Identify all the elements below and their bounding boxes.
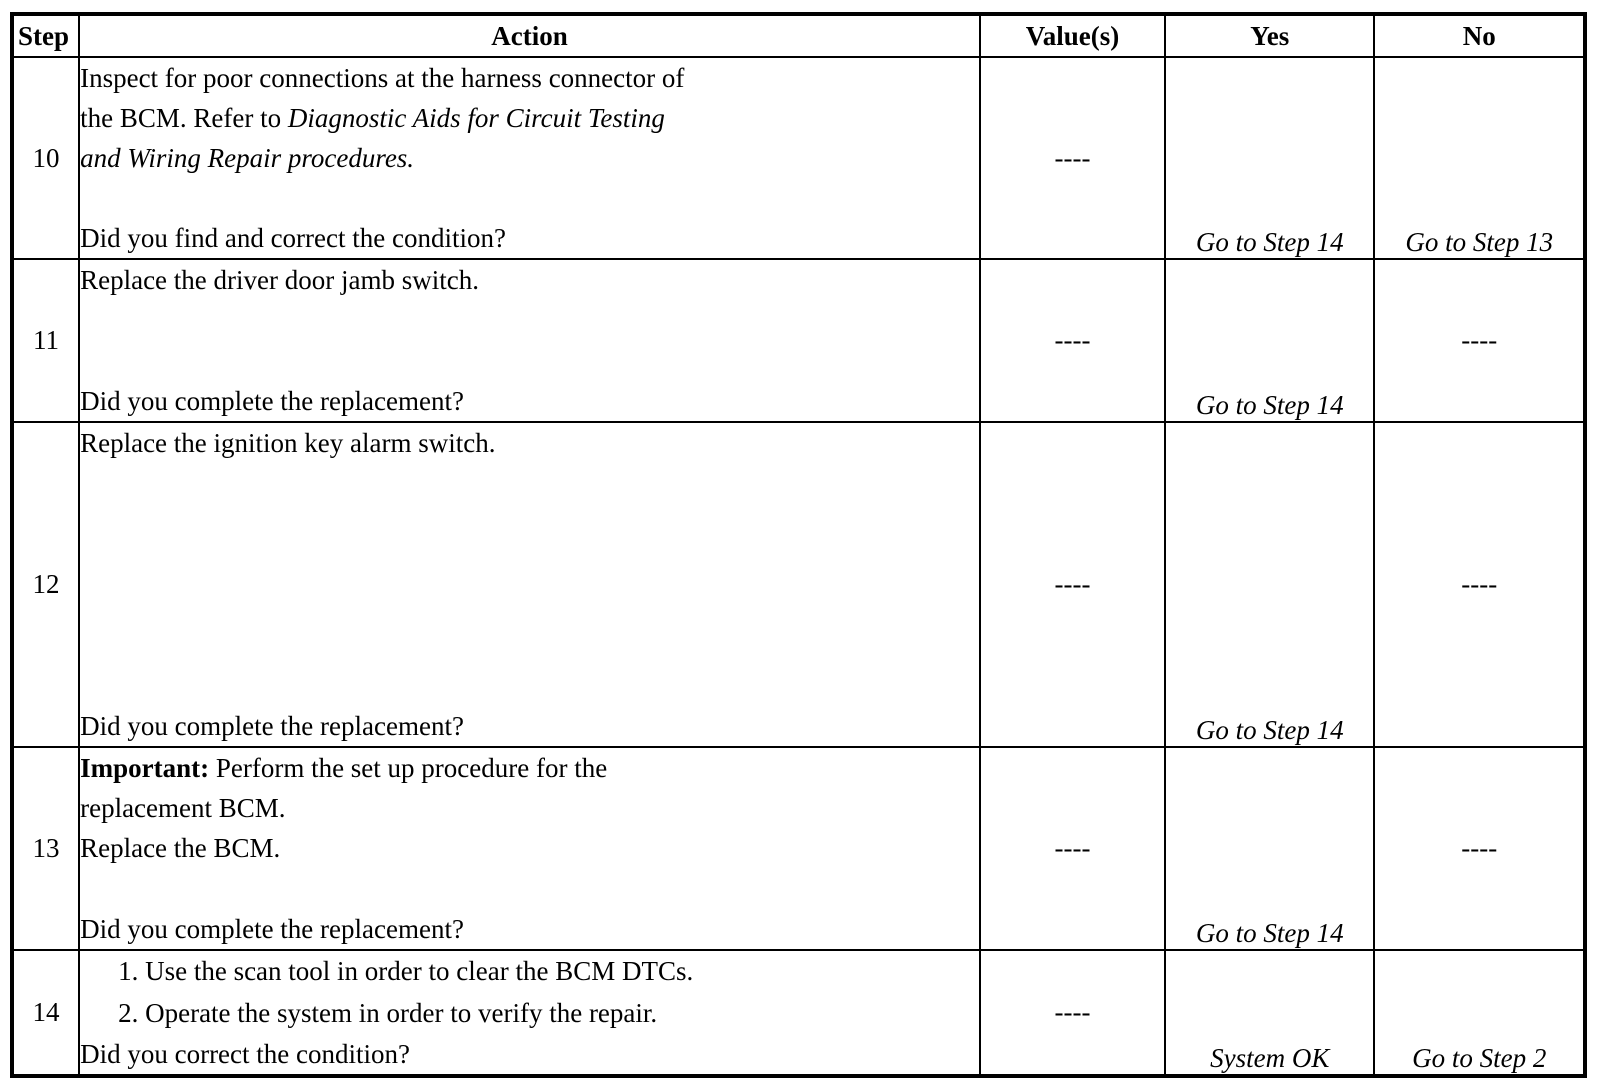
action-line: replacement BCM. [80,792,286,823]
no-cell: Go to Step 13 [1374,57,1585,259]
action-line: Perform the set up procedure for the [209,752,608,783]
important-label: Important: [80,752,210,783]
action-cell [79,747,980,950]
header-action: Action [79,14,980,57]
value-cell: ---- [980,422,1165,747]
action-cell [79,259,980,422]
action-question: Did you complete the replacement? [80,710,464,741]
yes-cell: Go to Step 14 [1165,57,1374,259]
action-line: Replace the BCM. [80,832,281,863]
action-question: Did you complete the replacement? [80,914,464,945]
no-cell: Go to Step 2 [1374,950,1585,1076]
action-question: Did you correct the condition? [80,1038,410,1069]
step-number: 14 [12,950,79,1076]
value-cell: ---- [980,57,1165,259]
no-cell: ---- [1374,422,1585,747]
step-number: 13 [12,747,79,950]
action-cell [79,57,980,259]
yes-cell: Go to Step 14 [1165,747,1374,950]
action-cell [79,950,980,1076]
no-cell: ---- [1374,259,1585,422]
action-list-item: 2. Operate the system in order to verify the repair. [118,997,658,1028]
header-values: Value(s) [980,14,1165,57]
action-line: the BCM. Refer to [80,103,288,133]
diagnostic-table [10,12,1587,1078]
table-row [12,747,1585,950]
value-cell: ---- [980,747,1165,950]
header-no: No [1374,14,1585,57]
action-question: Did you complete the replacement? [80,385,464,416]
value-cell: ---- [980,259,1165,422]
header-step: Step [12,14,79,57]
step-number: 12 [12,422,79,747]
action-line: Inspect for poor connections at the harness connector of [80,63,685,93]
table-row [12,422,1585,747]
table-row [12,57,1585,259]
table-row [12,259,1585,422]
step-number: 10 [12,57,79,259]
table-row [12,950,1585,1076]
no-cell: ---- [1374,747,1585,950]
yes-cell: Go to Step 14 [1165,422,1374,747]
action-cell [79,422,980,747]
action-reference: Diagnostic Aids for Circuit Testing [287,103,665,133]
header-yes: Yes [1165,14,1374,57]
action-question: Did you find and correct the condition? [80,223,506,254]
action-list-item: 1. Use the scan tool in order to clear the BCM DTCs. [118,956,694,987]
action-reference: and Wiring Repair procedures. [80,143,415,173]
action-line: Replace the ignition key alarm switch. [80,427,496,458]
yes-cell: System OK [1165,950,1374,1076]
action-line: Replace the driver door jamb switch. [80,265,479,296]
step-number: 11 [12,259,79,422]
header-row [12,14,1585,57]
yes-cell: Go to Step 14 [1165,259,1374,422]
value-cell: ---- [980,950,1165,1076]
